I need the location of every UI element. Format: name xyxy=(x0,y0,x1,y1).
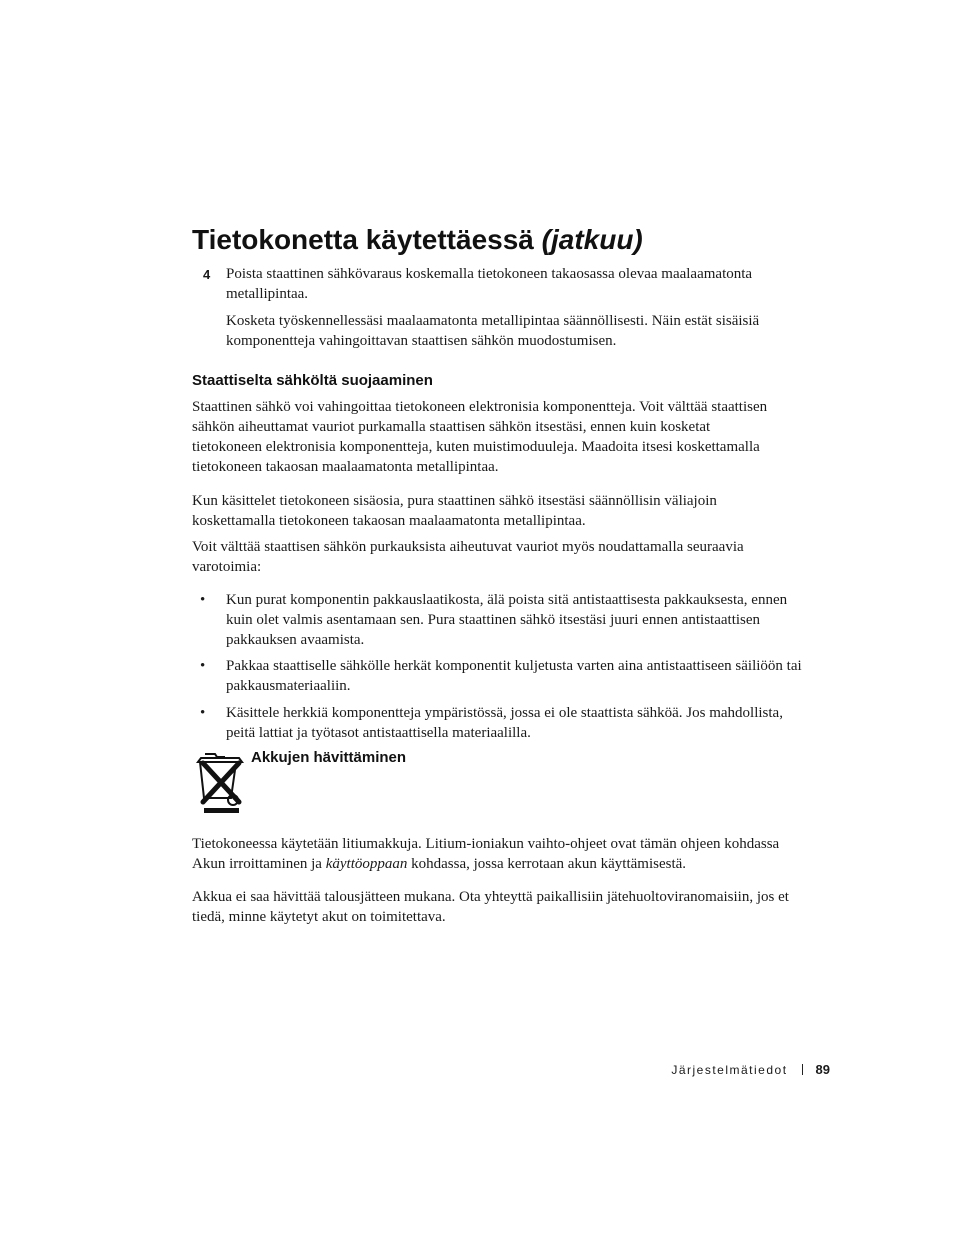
static-paragraph-2: Kun käsittelet tietokoneen sisäosia, pura staattinen sähkö itsestäsi säännöllisin väliajoin koskettamalla tietokoneen takaosan maalaamatonta metallipintaa. xyxy=(192,493,717,529)
footer-separator xyxy=(802,1064,803,1075)
manual-reference: käyttöoppaan xyxy=(325,856,408,872)
step-note: Kosketa työskennellessäsi maalaamatonta metallipintaa säännöllisesti. Näin estät sisäisiä komponentteja vahingoittavan staattisen sähkön muodostumisen. xyxy=(226,313,760,349)
static-paragraph-3: Voit välttää staattisen sähkön purkauksista aiheutuvat vauriot myös noudattamalla seuraavia varotoimia: xyxy=(192,539,744,575)
page-number: 89 xyxy=(815,1062,830,1077)
crossed-out-wheeled-bin-icon xyxy=(195,750,247,814)
bullet-marker: • xyxy=(200,658,206,674)
page-footer xyxy=(671,1061,830,1079)
section-heading-batteries: Akkujen hävittäminen xyxy=(251,749,407,766)
list-item: Käsittele herkkiä komponentteja ympäristössä, jossa ei ole staattista sähköä. Jos mahdollista, peitä lattiat ja työtasot antistaattisella materiaalilla. xyxy=(226,705,783,741)
page-title-continued: (jatkuu) xyxy=(541,224,643,255)
static-paragraph-1: Staattinen sähkö voi vahingoittaa tietokoneen elektronisia komponentteja. Voit välttää staattisen sähkön aiheuttamat vauriot purkamalla staattisen sähkön itsestäsi, ennen kuin kosketat tietokoneen elektronisia komponentteja, kuten muistimoduuleja. Maadoita itsesi koskettamalla tietokoneen takaosan maalaamatonta metallipintaa. xyxy=(192,399,768,475)
battery-text-start: Tietokoneessa käytetään litiumakkuja. Litium-ioniakun vaihto-ohjeet ovat tämän ohjeen kohdassa Akun irroittaminen ja xyxy=(192,836,780,872)
battery-paragraph-1 xyxy=(192,834,792,874)
list-item: Pakkaa staattiselle sähkölle herkät komponentit kuljetusta varten aina antistaattiseen säiliöön tai pakkausmateriaaliin. xyxy=(226,658,802,694)
page-title xyxy=(192,222,643,258)
list-item: Kun purat komponentin pakkauslaatikosta, älä poista sitä antistaattisesta pakkauksesta, ennen kuin olet valmis asentamaan sen. Pura staattinen sähkö itsestäsi juuri ennen antistaattisen pakkauksen avaamista. xyxy=(226,592,788,648)
page-title-main: Tietokonetta käytettäessä xyxy=(192,224,534,255)
step-number: 4 xyxy=(203,267,211,282)
battery-text-end: kohdassa, jossa kerrotaan akun käyttämisestä. xyxy=(407,856,687,872)
footer-section-name: Järjestelmätiedot xyxy=(671,1063,788,1077)
step-text: Poista staattinen sähkövaraus koskemalla tietokoneen takaosassa olevaa maalaamatonta metallipintaa. xyxy=(226,266,753,302)
bullet-marker: • xyxy=(200,705,206,721)
section-heading-static: Staattiselta sähköltä suojaaminen xyxy=(192,372,433,389)
bullet-marker: • xyxy=(200,592,206,608)
battery-paragraph-2: Akkua ei saa hävittää talousjätteen mukana. Ota yhteyttä paikallisiin jätehuoltoviranomaisiin, jos et tiedä, minne käytetyt akut on toimitettava. xyxy=(192,889,789,925)
